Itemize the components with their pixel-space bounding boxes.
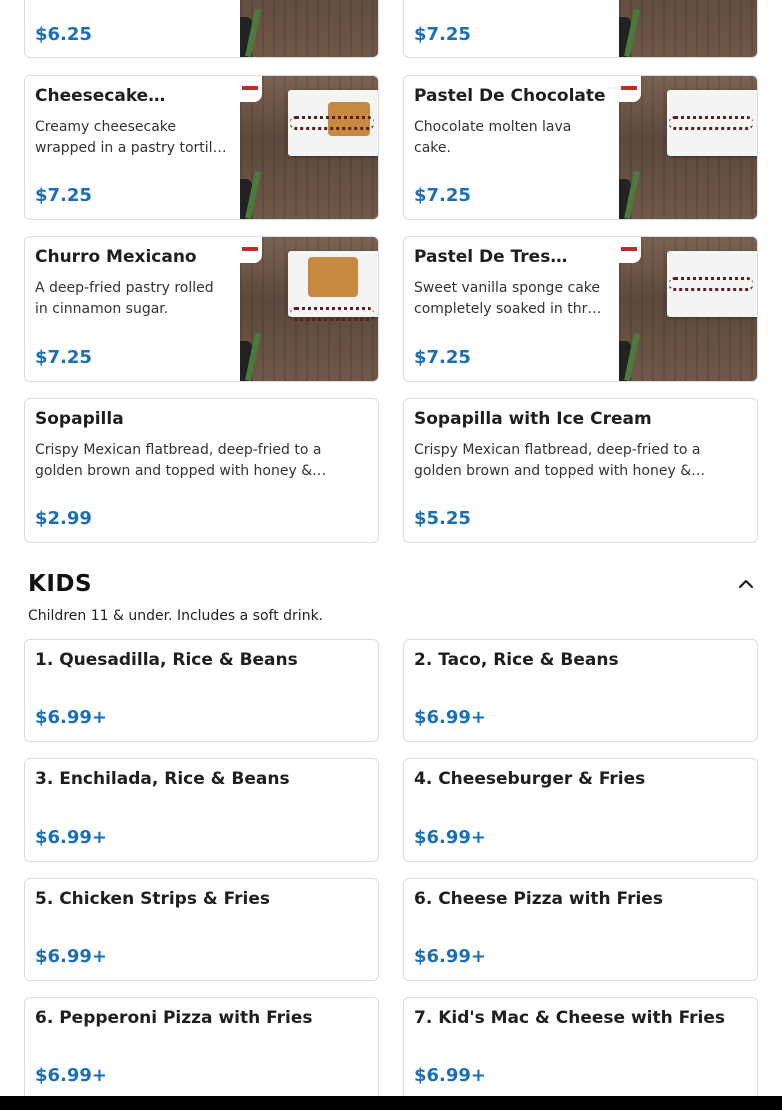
- item-price: $6.99+: [35, 827, 108, 848]
- item-price: $7.25: [414, 347, 471, 368]
- item-description: Crispy Mexican flatbread, deep-fried to a golden brown and topped with honey &…: [35, 442, 327, 479]
- menu-item-card[interactable]: [403, 0, 758, 58]
- menu-item-card[interactable]: [403, 639, 758, 742]
- item-name: 2. Taco, Rice & Beans: [414, 650, 619, 670]
- menu-item-card[interactable]: [403, 398, 758, 543]
- item-photo: [240, 237, 378, 381]
- item-name: 5. Chicken Strips & Fries: [35, 889, 271, 909]
- item-name: Churro Mexicano: [35, 247, 197, 267]
- item-price: $6.99+: [35, 1065, 108, 1086]
- item-name: 6. Cheese Pizza with Fries: [414, 889, 663, 909]
- menu-item-card[interactable]: [24, 0, 379, 58]
- item-price: $6.99+: [414, 827, 487, 848]
- item-description: Chocolate molten lava cake.: [414, 119, 572, 156]
- menu-item-card[interactable]: [24, 236, 379, 382]
- menu-item-card[interactable]: [403, 997, 758, 1107]
- section-header-kids[interactable]: [28, 566, 758, 602]
- item-description: A deep-fried pastry rolled in cinnamon sugar.: [35, 280, 214, 317]
- menu-item-card[interactable]: [403, 878, 758, 981]
- item-name: Cheesecake…: [35, 86, 166, 106]
- item-photo: [240, 0, 378, 57]
- menu-item-card[interactable]: [24, 75, 379, 220]
- item-description: Crispy Mexican flatbread, deep-fried to a golden brown and topped with honey &…: [414, 442, 706, 479]
- item-name: Pastel De Chocolate: [414, 86, 606, 106]
- item-photo: [619, 237, 757, 381]
- item-name: Sopapilla with Ice Cream: [414, 409, 652, 429]
- item-price: $7.25: [35, 347, 92, 368]
- section-subtitle: Children 11 & under. Includes a soft drink.: [28, 608, 324, 624]
- item-price: $7.25: [414, 24, 471, 45]
- item-price: $6.99+: [414, 707, 487, 728]
- item-photo: [619, 76, 757, 219]
- item-photo: [240, 76, 378, 219]
- menu-item-card[interactable]: [403, 758, 758, 862]
- item-price: $7.25: [35, 185, 92, 206]
- item-price: $5.25: [414, 508, 471, 529]
- menu-item-card[interactable]: [403, 75, 758, 220]
- item-name: 1. Quesadilla, Rice & Beans: [35, 650, 298, 670]
- menu-item-card[interactable]: [24, 758, 379, 862]
- item-price: $7.25: [414, 185, 471, 206]
- item-name: 7. Kid's Mac & Cheese with Fries: [414, 1008, 726, 1028]
- item-name: 3. Enchilada, Rice & Beans: [35, 769, 290, 789]
- menu-item-card[interactable]: [24, 639, 379, 742]
- chevron-up-icon[interactable]: [734, 572, 758, 596]
- item-photo: [619, 0, 757, 57]
- item-name: Sopapilla: [35, 409, 124, 429]
- item-name: 6. Pepperoni Pizza with Fries: [35, 1008, 313, 1028]
- item-price: $6.99+: [414, 946, 487, 967]
- item-description: Creamy cheesecake wrapped in a pastry tortil…: [35, 119, 227, 156]
- item-name: 4. Cheeseburger & Fries: [414, 769, 646, 789]
- bottom-bar: [0, 1096, 782, 1110]
- item-price: $6.99+: [414, 1065, 487, 1086]
- item-price: $6.99+: [35, 946, 108, 967]
- menu-item-card[interactable]: [24, 997, 379, 1107]
- item-name: Pastel De Tres…: [414, 247, 568, 267]
- item-price: $2.99: [35, 508, 92, 529]
- menu-item-card[interactable]: [403, 236, 758, 382]
- menu-item-card[interactable]: [24, 878, 379, 981]
- item-price: $6.25: [35, 24, 92, 45]
- item-description: Sweet vanilla sponge cake completely soaked in thr…: [414, 280, 602, 317]
- section-title: KIDS: [28, 571, 93, 597]
- item-price: $6.99+: [35, 707, 108, 728]
- menu-item-card[interactable]: [24, 398, 379, 543]
